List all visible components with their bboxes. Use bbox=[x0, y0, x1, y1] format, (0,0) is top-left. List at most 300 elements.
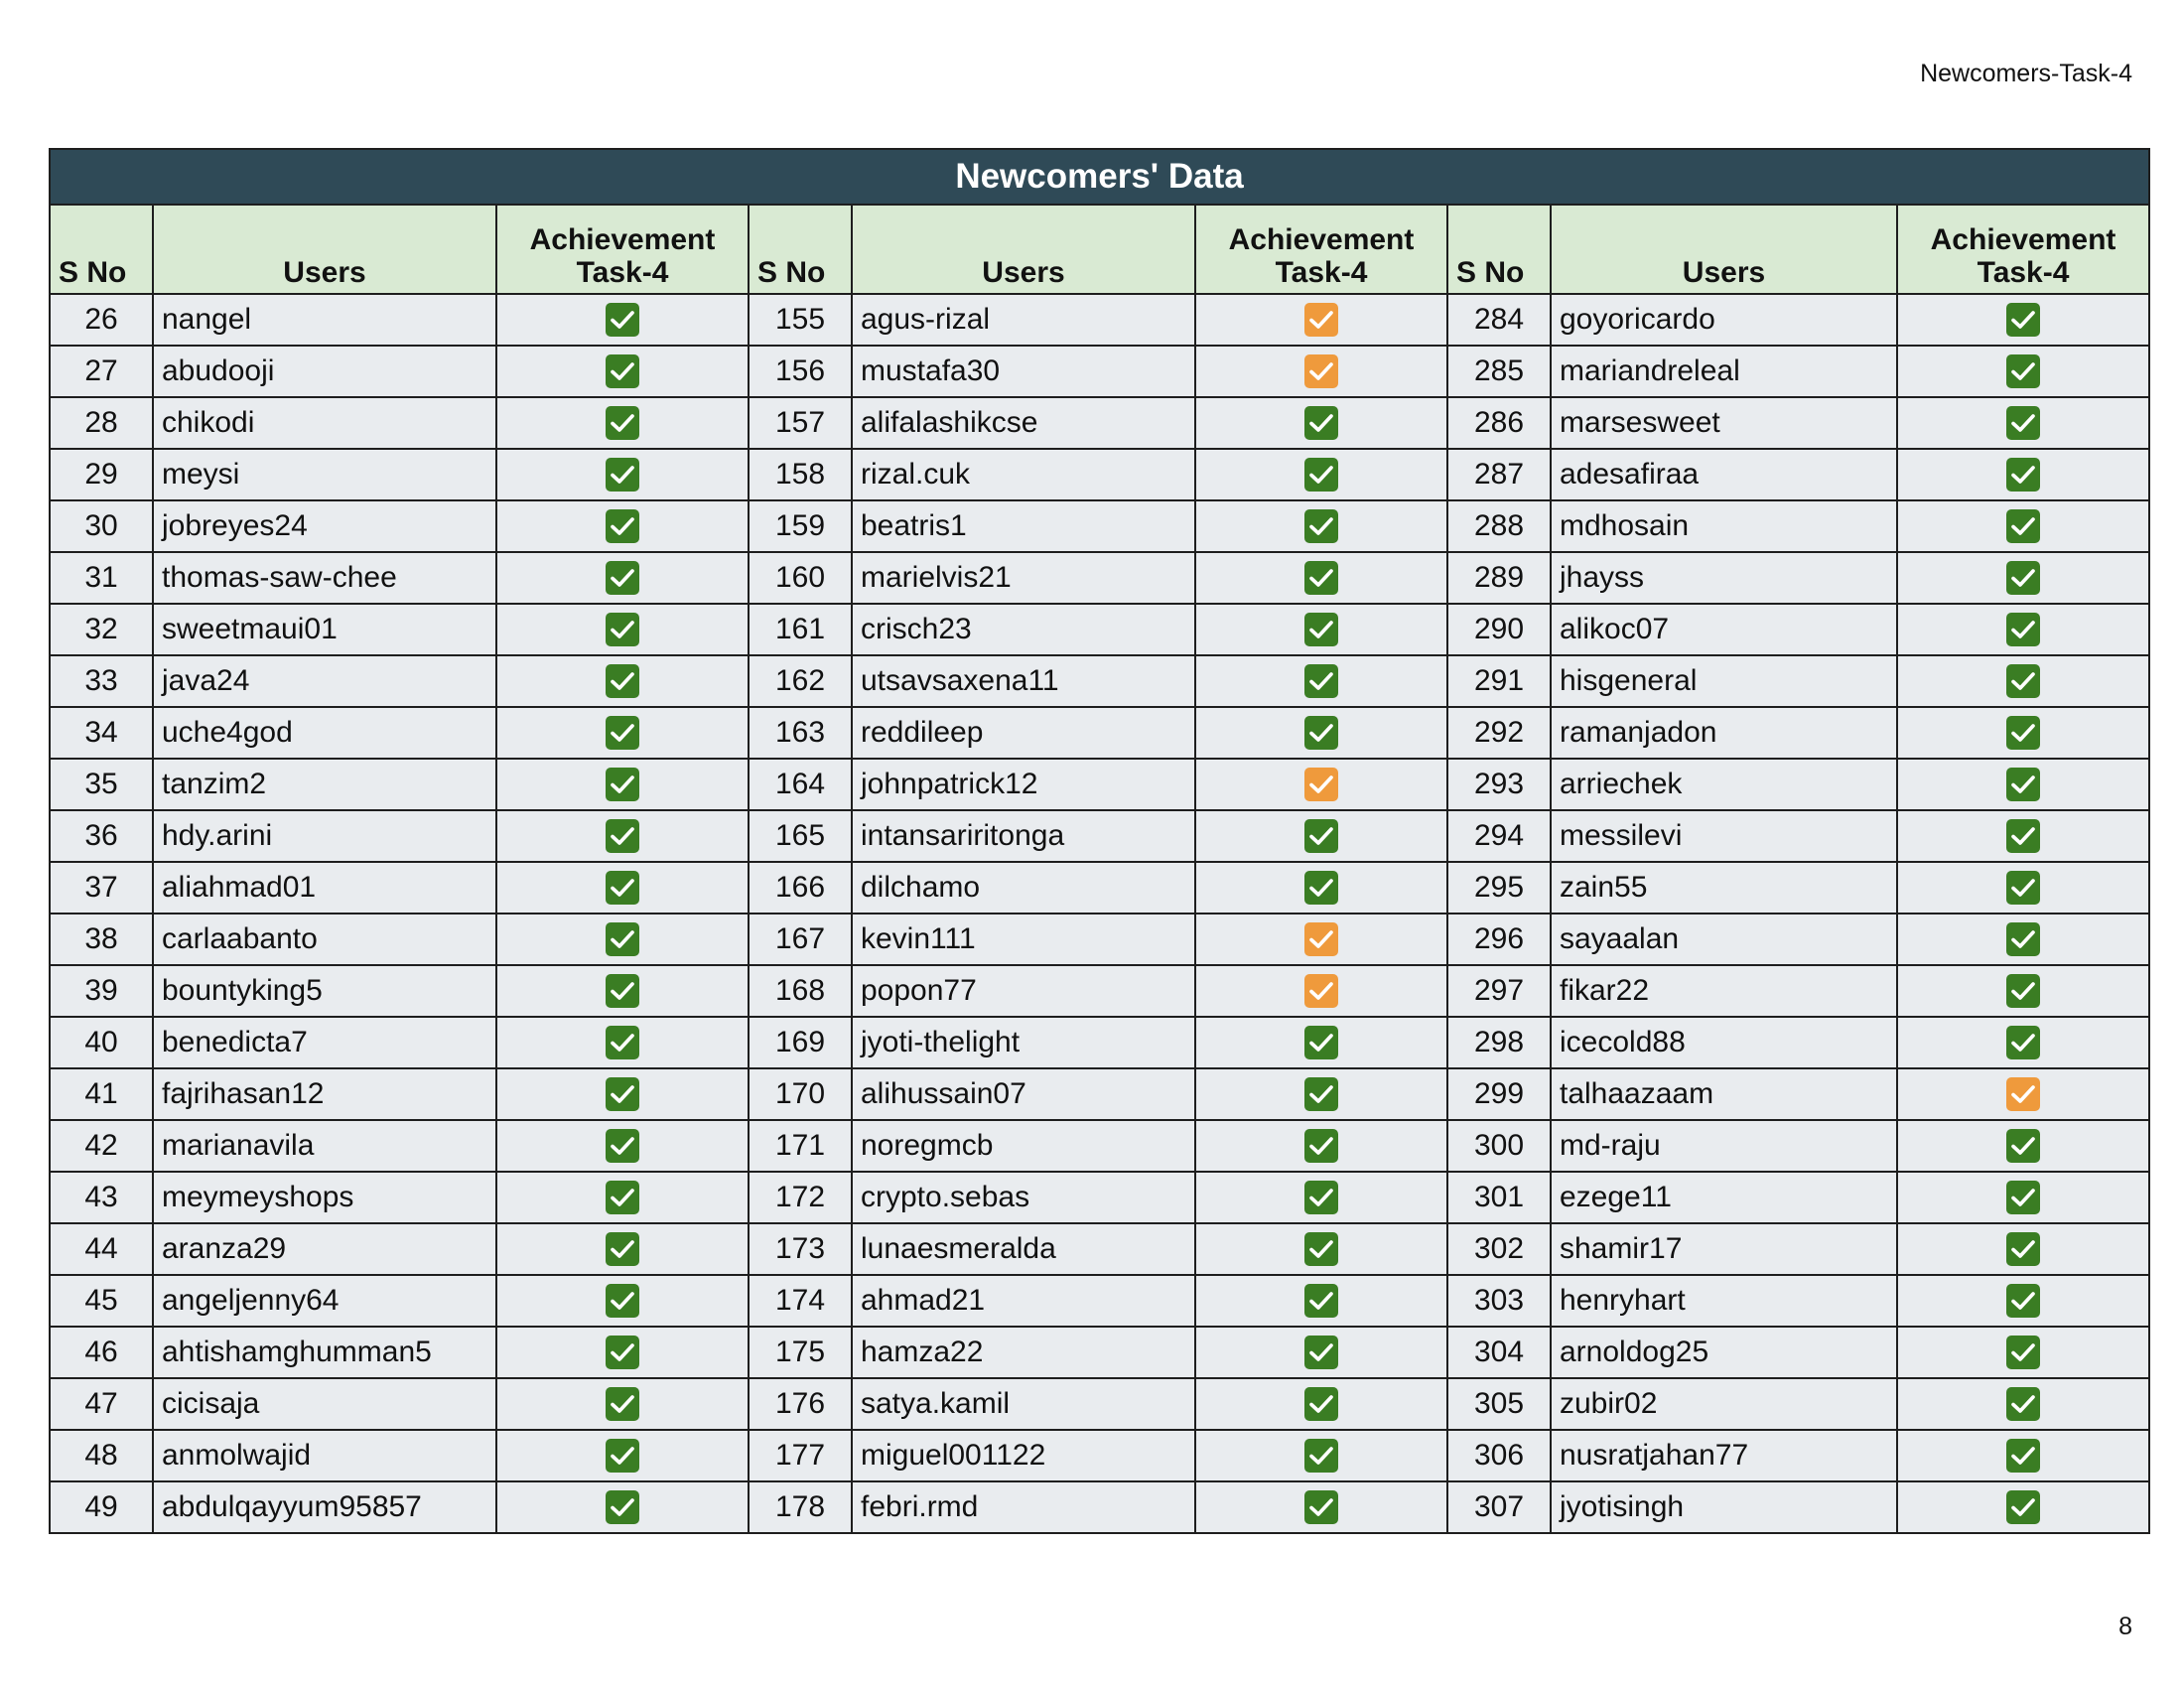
achievement-cell bbox=[1195, 810, 1447, 862]
achievement-cell bbox=[496, 862, 749, 914]
user-cell: hdy.arini bbox=[153, 810, 496, 862]
sno-cell: 40 bbox=[50, 1017, 153, 1068]
checkmark-done-icon bbox=[1303, 1128, 1339, 1164]
sno-cell: 157 bbox=[749, 397, 852, 449]
header-achievement-line1: Achievement bbox=[1930, 223, 2116, 256]
achievement-cell bbox=[1195, 1430, 1447, 1481]
table-row bbox=[50, 810, 2149, 862]
table-row bbox=[50, 965, 2149, 1017]
user-cell: reddileep bbox=[852, 707, 1195, 759]
table-row bbox=[50, 604, 2149, 655]
user-cell: ezege11 bbox=[1551, 1172, 1897, 1223]
sno-cell: 42 bbox=[50, 1120, 153, 1172]
checkmark-pending-icon bbox=[1303, 353, 1339, 389]
checkmark-pending-icon bbox=[1303, 921, 1339, 957]
achievement-cell bbox=[496, 759, 749, 810]
checkmark-done-icon bbox=[2005, 921, 2041, 957]
table-row bbox=[50, 1327, 2149, 1378]
checkmark-done-icon bbox=[2005, 457, 2041, 492]
achievement-cell bbox=[496, 965, 749, 1017]
sno-cell: 305 bbox=[1447, 1378, 1551, 1430]
header-row bbox=[50, 205, 2149, 294]
sno-cell: 162 bbox=[749, 655, 852, 707]
user-cell: hisgeneral bbox=[1551, 655, 1897, 707]
header-achievement-1 bbox=[496, 205, 749, 294]
checkmark-done-icon bbox=[605, 1489, 640, 1525]
achievement-cell bbox=[1897, 1430, 2149, 1481]
user-cell: sayaalan bbox=[1551, 914, 1897, 965]
user-cell: marsesweet bbox=[1551, 397, 1897, 449]
achievement-cell bbox=[496, 1068, 749, 1120]
header-users-2: Users bbox=[852, 205, 1195, 294]
sno-cell: 41 bbox=[50, 1068, 153, 1120]
user-cell: fajrihasan12 bbox=[153, 1068, 496, 1120]
checkmark-done-icon bbox=[605, 921, 640, 957]
user-cell: nusratjahan77 bbox=[1551, 1430, 1897, 1481]
sno-cell: 296 bbox=[1447, 914, 1551, 965]
sno-cell: 172 bbox=[749, 1172, 852, 1223]
running-header: Newcomers-Task-4 bbox=[1920, 60, 2132, 87]
user-cell: rizal.cuk bbox=[852, 449, 1195, 500]
checkmark-done-icon bbox=[1303, 1283, 1339, 1319]
achievement-cell bbox=[1897, 1172, 2149, 1223]
user-cell: talhaazaam bbox=[1551, 1068, 1897, 1120]
checkmark-done-icon bbox=[1303, 1180, 1339, 1215]
sno-cell: 285 bbox=[1447, 346, 1551, 397]
user-cell: johnpatrick12 bbox=[852, 759, 1195, 810]
user-cell: satya.kamil bbox=[852, 1378, 1195, 1430]
achievement-cell bbox=[1897, 965, 2149, 1017]
achievement-cell bbox=[1897, 1327, 2149, 1378]
sno-cell: 37 bbox=[50, 862, 153, 914]
user-cell: aliahmad01 bbox=[153, 862, 496, 914]
achievement-cell bbox=[496, 1327, 749, 1378]
sno-cell: 43 bbox=[50, 1172, 153, 1223]
checkmark-done-icon bbox=[605, 612, 640, 647]
sno-cell: 49 bbox=[50, 1481, 153, 1533]
achievement-cell bbox=[1897, 1275, 2149, 1327]
sno-cell: 158 bbox=[749, 449, 852, 500]
user-cell: alihussain07 bbox=[852, 1068, 1195, 1120]
sno-cell: 168 bbox=[749, 965, 852, 1017]
user-cell: hamza22 bbox=[852, 1327, 1195, 1378]
sno-cell: 160 bbox=[749, 552, 852, 604]
table-row bbox=[50, 1120, 2149, 1172]
sno-cell: 46 bbox=[50, 1327, 153, 1378]
user-cell: utsavsaxena11 bbox=[852, 655, 1195, 707]
checkmark-done-icon bbox=[605, 508, 640, 544]
user-cell: meysi bbox=[153, 449, 496, 500]
table-row bbox=[50, 1275, 2149, 1327]
user-cell: mdhosain bbox=[1551, 500, 1897, 552]
sno-cell: 300 bbox=[1447, 1120, 1551, 1172]
achievement-cell bbox=[1897, 500, 2149, 552]
sno-cell: 303 bbox=[1447, 1275, 1551, 1327]
user-cell: popon77 bbox=[852, 965, 1195, 1017]
sno-cell: 159 bbox=[749, 500, 852, 552]
table-row bbox=[50, 500, 2149, 552]
checkmark-done-icon bbox=[2005, 508, 2041, 544]
sno-cell: 38 bbox=[50, 914, 153, 965]
checkmark-done-icon bbox=[605, 715, 640, 751]
sno-cell: 294 bbox=[1447, 810, 1551, 862]
checkmark-done-icon bbox=[2005, 818, 2041, 854]
checkmark-done-icon bbox=[2005, 1025, 2041, 1060]
achievement-cell bbox=[1897, 1017, 2149, 1068]
user-cell: angeljenny64 bbox=[153, 1275, 496, 1327]
checkmark-done-icon bbox=[2005, 612, 2041, 647]
achievement-cell bbox=[496, 1430, 749, 1481]
user-cell: cicisaja bbox=[153, 1378, 496, 1430]
achievement-cell bbox=[496, 1275, 749, 1327]
checkmark-done-icon bbox=[605, 767, 640, 802]
achievement-cell bbox=[496, 449, 749, 500]
user-cell: mariandreleal bbox=[1551, 346, 1897, 397]
checkmark-done-icon bbox=[2005, 663, 2041, 699]
sno-cell: 29 bbox=[50, 449, 153, 500]
sno-cell: 28 bbox=[50, 397, 153, 449]
user-cell: lunaesmeralda bbox=[852, 1223, 1195, 1275]
table-row bbox=[50, 1430, 2149, 1481]
achievement-cell bbox=[1897, 1223, 2149, 1275]
achievement-cell bbox=[1195, 1223, 1447, 1275]
user-cell: noregmcb bbox=[852, 1120, 1195, 1172]
checkmark-done-icon bbox=[2005, 1386, 2041, 1422]
sno-cell: 47 bbox=[50, 1378, 153, 1430]
achievement-cell bbox=[1897, 1120, 2149, 1172]
checkmark-pending-icon bbox=[2005, 1076, 2041, 1112]
sno-cell: 163 bbox=[749, 707, 852, 759]
sno-cell: 178 bbox=[749, 1481, 852, 1533]
sno-cell: 301 bbox=[1447, 1172, 1551, 1223]
achievement-cell bbox=[1195, 449, 1447, 500]
checkmark-done-icon bbox=[605, 1128, 640, 1164]
checkmark-done-icon bbox=[1303, 1025, 1339, 1060]
sno-cell: 174 bbox=[749, 1275, 852, 1327]
checkmark-done-icon bbox=[2005, 405, 2041, 441]
user-cell: uche4god bbox=[153, 707, 496, 759]
user-cell: miguel001122 bbox=[852, 1430, 1195, 1481]
user-cell: carlaabanto bbox=[153, 914, 496, 965]
checkmark-done-icon bbox=[605, 1335, 640, 1370]
user-cell: jhayss bbox=[1551, 552, 1897, 604]
achievement-cell bbox=[1195, 707, 1447, 759]
checkmark-done-icon bbox=[2005, 973, 2041, 1009]
user-cell: jobreyes24 bbox=[153, 500, 496, 552]
user-cell: henryhart bbox=[1551, 1275, 1897, 1327]
user-cell: marielvis21 bbox=[852, 552, 1195, 604]
sno-cell: 299 bbox=[1447, 1068, 1551, 1120]
checkmark-done-icon bbox=[1303, 818, 1339, 854]
user-cell: marianavila bbox=[153, 1120, 496, 1172]
sno-cell: 302 bbox=[1447, 1223, 1551, 1275]
achievement-cell bbox=[496, 1378, 749, 1430]
sno-cell: 161 bbox=[749, 604, 852, 655]
checkmark-done-icon bbox=[2005, 302, 2041, 338]
checkmark-done-icon bbox=[1303, 1076, 1339, 1112]
achievement-cell bbox=[496, 810, 749, 862]
table-row bbox=[50, 655, 2149, 707]
achievement-cell bbox=[496, 707, 749, 759]
checkmark-pending-icon bbox=[1303, 973, 1339, 1009]
achievement-cell bbox=[496, 397, 749, 449]
table-title: Newcomers' Data bbox=[50, 149, 2149, 205]
user-cell: jyoti-thelight bbox=[852, 1017, 1195, 1068]
header-achievement-3 bbox=[1897, 205, 2149, 294]
table-body bbox=[50, 294, 2149, 1533]
achievement-cell bbox=[1897, 294, 2149, 346]
achievement-cell bbox=[1897, 759, 2149, 810]
table-row bbox=[50, 1017, 2149, 1068]
checkmark-done-icon bbox=[605, 1231, 640, 1267]
header-achievement-line2: Task-4 bbox=[1977, 256, 2070, 289]
achievement-cell bbox=[1195, 294, 1447, 346]
user-cell: alikoc07 bbox=[1551, 604, 1897, 655]
user-cell: ahtishamghumman5 bbox=[153, 1327, 496, 1378]
achievement-cell bbox=[1897, 604, 2149, 655]
user-cell: crisch23 bbox=[852, 604, 1195, 655]
user-cell: chikodi bbox=[153, 397, 496, 449]
checkmark-done-icon bbox=[1303, 560, 1339, 596]
sno-cell: 290 bbox=[1447, 604, 1551, 655]
achievement-cell bbox=[1195, 346, 1447, 397]
sno-cell: 307 bbox=[1447, 1481, 1551, 1533]
achievement-cell bbox=[496, 655, 749, 707]
checkmark-done-icon bbox=[605, 870, 640, 906]
checkmark-done-icon bbox=[605, 302, 640, 338]
header-users-1: Users bbox=[153, 205, 496, 294]
checkmark-done-icon bbox=[605, 560, 640, 596]
achievement-cell bbox=[1195, 1068, 1447, 1120]
table-row bbox=[50, 294, 2149, 346]
achievement-cell bbox=[496, 1223, 749, 1275]
sno-cell: 171 bbox=[749, 1120, 852, 1172]
achievement-cell bbox=[496, 346, 749, 397]
table-row bbox=[50, 862, 2149, 914]
sno-cell: 39 bbox=[50, 965, 153, 1017]
checkmark-done-icon bbox=[2005, 1438, 2041, 1474]
user-cell: zubir02 bbox=[1551, 1378, 1897, 1430]
checkmark-done-icon bbox=[605, 405, 640, 441]
checkmark-done-icon bbox=[2005, 1180, 2041, 1215]
sno-cell: 167 bbox=[749, 914, 852, 965]
user-cell: thomas-saw-chee bbox=[153, 552, 496, 604]
checkmark-done-icon bbox=[1303, 1231, 1339, 1267]
newcomers-table bbox=[49, 148, 2150, 1534]
user-cell: nangel bbox=[153, 294, 496, 346]
achievement-cell bbox=[1897, 552, 2149, 604]
achievement-cell bbox=[1897, 1378, 2149, 1430]
sno-cell: 306 bbox=[1447, 1430, 1551, 1481]
achievement-cell bbox=[1195, 965, 1447, 1017]
achievement-cell bbox=[1897, 449, 2149, 500]
user-cell: tanzim2 bbox=[153, 759, 496, 810]
user-cell: fikar22 bbox=[1551, 965, 1897, 1017]
checkmark-pending-icon bbox=[1303, 302, 1339, 338]
user-cell: java24 bbox=[153, 655, 496, 707]
achievement-cell bbox=[496, 1017, 749, 1068]
user-cell: md-raju bbox=[1551, 1120, 1897, 1172]
achievement-cell bbox=[496, 1481, 749, 1533]
achievement-cell bbox=[496, 914, 749, 965]
sno-cell: 288 bbox=[1447, 500, 1551, 552]
table-row bbox=[50, 1378, 2149, 1430]
sno-cell: 295 bbox=[1447, 862, 1551, 914]
user-cell: bountyking5 bbox=[153, 965, 496, 1017]
user-cell: intansariritonga bbox=[852, 810, 1195, 862]
user-cell: icecold88 bbox=[1551, 1017, 1897, 1068]
checkmark-done-icon bbox=[1303, 663, 1339, 699]
user-cell: sweetmaui01 bbox=[153, 604, 496, 655]
checkmark-done-icon bbox=[2005, 1283, 2041, 1319]
achievement-cell bbox=[1897, 1068, 2149, 1120]
sno-cell: 155 bbox=[749, 294, 852, 346]
achievement-cell bbox=[1195, 1172, 1447, 1223]
sno-cell: 286 bbox=[1447, 397, 1551, 449]
sno-cell: 291 bbox=[1447, 655, 1551, 707]
user-cell: benedicta7 bbox=[153, 1017, 496, 1068]
sno-cell: 292 bbox=[1447, 707, 1551, 759]
achievement-cell bbox=[1897, 397, 2149, 449]
achievement-cell bbox=[1897, 1481, 2149, 1533]
user-cell: arnoldog25 bbox=[1551, 1327, 1897, 1378]
achievement-cell bbox=[1897, 862, 2149, 914]
sno-cell: 31 bbox=[50, 552, 153, 604]
header-achievement-line2: Task-4 bbox=[576, 256, 669, 289]
user-cell: abudooji bbox=[153, 346, 496, 397]
checkmark-done-icon bbox=[2005, 560, 2041, 596]
sno-cell: 36 bbox=[50, 810, 153, 862]
achievement-cell bbox=[1195, 655, 1447, 707]
achievement-cell bbox=[496, 604, 749, 655]
sno-cell: 165 bbox=[749, 810, 852, 862]
user-cell: alifalashikcse bbox=[852, 397, 1195, 449]
achievement-cell bbox=[1195, 552, 1447, 604]
user-cell: goyoricardo bbox=[1551, 294, 1897, 346]
checkmark-done-icon bbox=[1303, 405, 1339, 441]
user-cell: mustafa30 bbox=[852, 346, 1195, 397]
user-cell: beatris1 bbox=[852, 500, 1195, 552]
sno-cell: 169 bbox=[749, 1017, 852, 1068]
checkmark-done-icon bbox=[2005, 1231, 2041, 1267]
checkmark-done-icon bbox=[1303, 1386, 1339, 1422]
sno-cell: 30 bbox=[50, 500, 153, 552]
achievement-cell bbox=[1195, 397, 1447, 449]
user-cell: crypto.sebas bbox=[852, 1172, 1195, 1223]
sno-cell: 156 bbox=[749, 346, 852, 397]
header-achievement-line2: Task-4 bbox=[1275, 256, 1368, 289]
checkmark-done-icon bbox=[2005, 1489, 2041, 1525]
sno-cell: 166 bbox=[749, 862, 852, 914]
achievement-cell bbox=[1195, 862, 1447, 914]
achievement-cell bbox=[496, 1172, 749, 1223]
table-row bbox=[50, 1172, 2149, 1223]
user-cell: dilchamo bbox=[852, 862, 1195, 914]
sno-cell: 298 bbox=[1447, 1017, 1551, 1068]
table-row bbox=[50, 759, 2149, 810]
table-row bbox=[50, 1068, 2149, 1120]
sno-cell: 170 bbox=[749, 1068, 852, 1120]
header-sno-3: S No bbox=[1447, 205, 1551, 294]
achievement-cell bbox=[1195, 1017, 1447, 1068]
sno-cell: 35 bbox=[50, 759, 153, 810]
sno-cell: 164 bbox=[749, 759, 852, 810]
sno-cell: 304 bbox=[1447, 1327, 1551, 1378]
sno-cell: 33 bbox=[50, 655, 153, 707]
achievement-cell bbox=[496, 500, 749, 552]
user-cell: zain55 bbox=[1551, 862, 1897, 914]
sno-cell: 293 bbox=[1447, 759, 1551, 810]
sno-cell: 44 bbox=[50, 1223, 153, 1275]
header-sno-1: S No bbox=[50, 205, 153, 294]
sno-cell: 177 bbox=[749, 1430, 852, 1481]
sno-cell: 289 bbox=[1447, 552, 1551, 604]
table-row bbox=[50, 397, 2149, 449]
sno-cell: 176 bbox=[749, 1378, 852, 1430]
achievement-cell bbox=[1195, 1275, 1447, 1327]
sno-cell: 34 bbox=[50, 707, 153, 759]
page-number: 8 bbox=[2118, 1613, 2132, 1640]
achievement-cell bbox=[1897, 914, 2149, 965]
user-cell: febri.rmd bbox=[852, 1481, 1195, 1533]
user-cell: ramanjadon bbox=[1551, 707, 1897, 759]
achievement-cell bbox=[1195, 1378, 1447, 1430]
achievement-cell bbox=[1195, 1481, 1447, 1533]
checkmark-done-icon bbox=[605, 1283, 640, 1319]
checkmark-done-icon bbox=[605, 457, 640, 492]
checkmark-done-icon bbox=[2005, 870, 2041, 906]
user-cell: aranza29 bbox=[153, 1223, 496, 1275]
sno-cell: 287 bbox=[1447, 449, 1551, 500]
checkmark-done-icon bbox=[605, 973, 640, 1009]
table-row bbox=[50, 1223, 2149, 1275]
checkmark-done-icon bbox=[2005, 715, 2041, 751]
user-cell: ahmad21 bbox=[852, 1275, 1195, 1327]
user-cell: anmolwajid bbox=[153, 1430, 496, 1481]
sno-cell: 173 bbox=[749, 1223, 852, 1275]
sno-cell: 48 bbox=[50, 1430, 153, 1481]
sno-cell: 284 bbox=[1447, 294, 1551, 346]
header-achievement-line1: Achievement bbox=[529, 223, 716, 256]
checkmark-done-icon bbox=[1303, 715, 1339, 751]
table-row bbox=[50, 1481, 2149, 1533]
checkmark-done-icon bbox=[2005, 1335, 2041, 1370]
checkmark-done-icon bbox=[605, 1180, 640, 1215]
achievement-cell bbox=[1897, 810, 2149, 862]
checkmark-done-icon bbox=[605, 1438, 640, 1474]
achievement-cell bbox=[1195, 604, 1447, 655]
checkmark-done-icon bbox=[2005, 767, 2041, 802]
user-cell: arriechek bbox=[1551, 759, 1897, 810]
sno-cell: 175 bbox=[749, 1327, 852, 1378]
achievement-cell bbox=[1195, 1327, 1447, 1378]
user-cell: kevin111 bbox=[852, 914, 1195, 965]
checkmark-done-icon bbox=[605, 1076, 640, 1112]
checkmark-done-icon bbox=[1303, 457, 1339, 492]
checkmark-done-icon bbox=[605, 663, 640, 699]
user-cell: meymeyshops bbox=[153, 1172, 496, 1223]
header-sno-2: S No bbox=[749, 205, 852, 294]
header-achievement-2 bbox=[1195, 205, 1447, 294]
sno-cell: 45 bbox=[50, 1275, 153, 1327]
sno-cell: 32 bbox=[50, 604, 153, 655]
table-row bbox=[50, 707, 2149, 759]
checkmark-done-icon bbox=[605, 353, 640, 389]
header-achievement-line1: Achievement bbox=[1228, 223, 1415, 256]
checkmark-done-icon bbox=[605, 1025, 640, 1060]
achievement-cell bbox=[1195, 759, 1447, 810]
user-cell: adesafiraa bbox=[1551, 449, 1897, 500]
